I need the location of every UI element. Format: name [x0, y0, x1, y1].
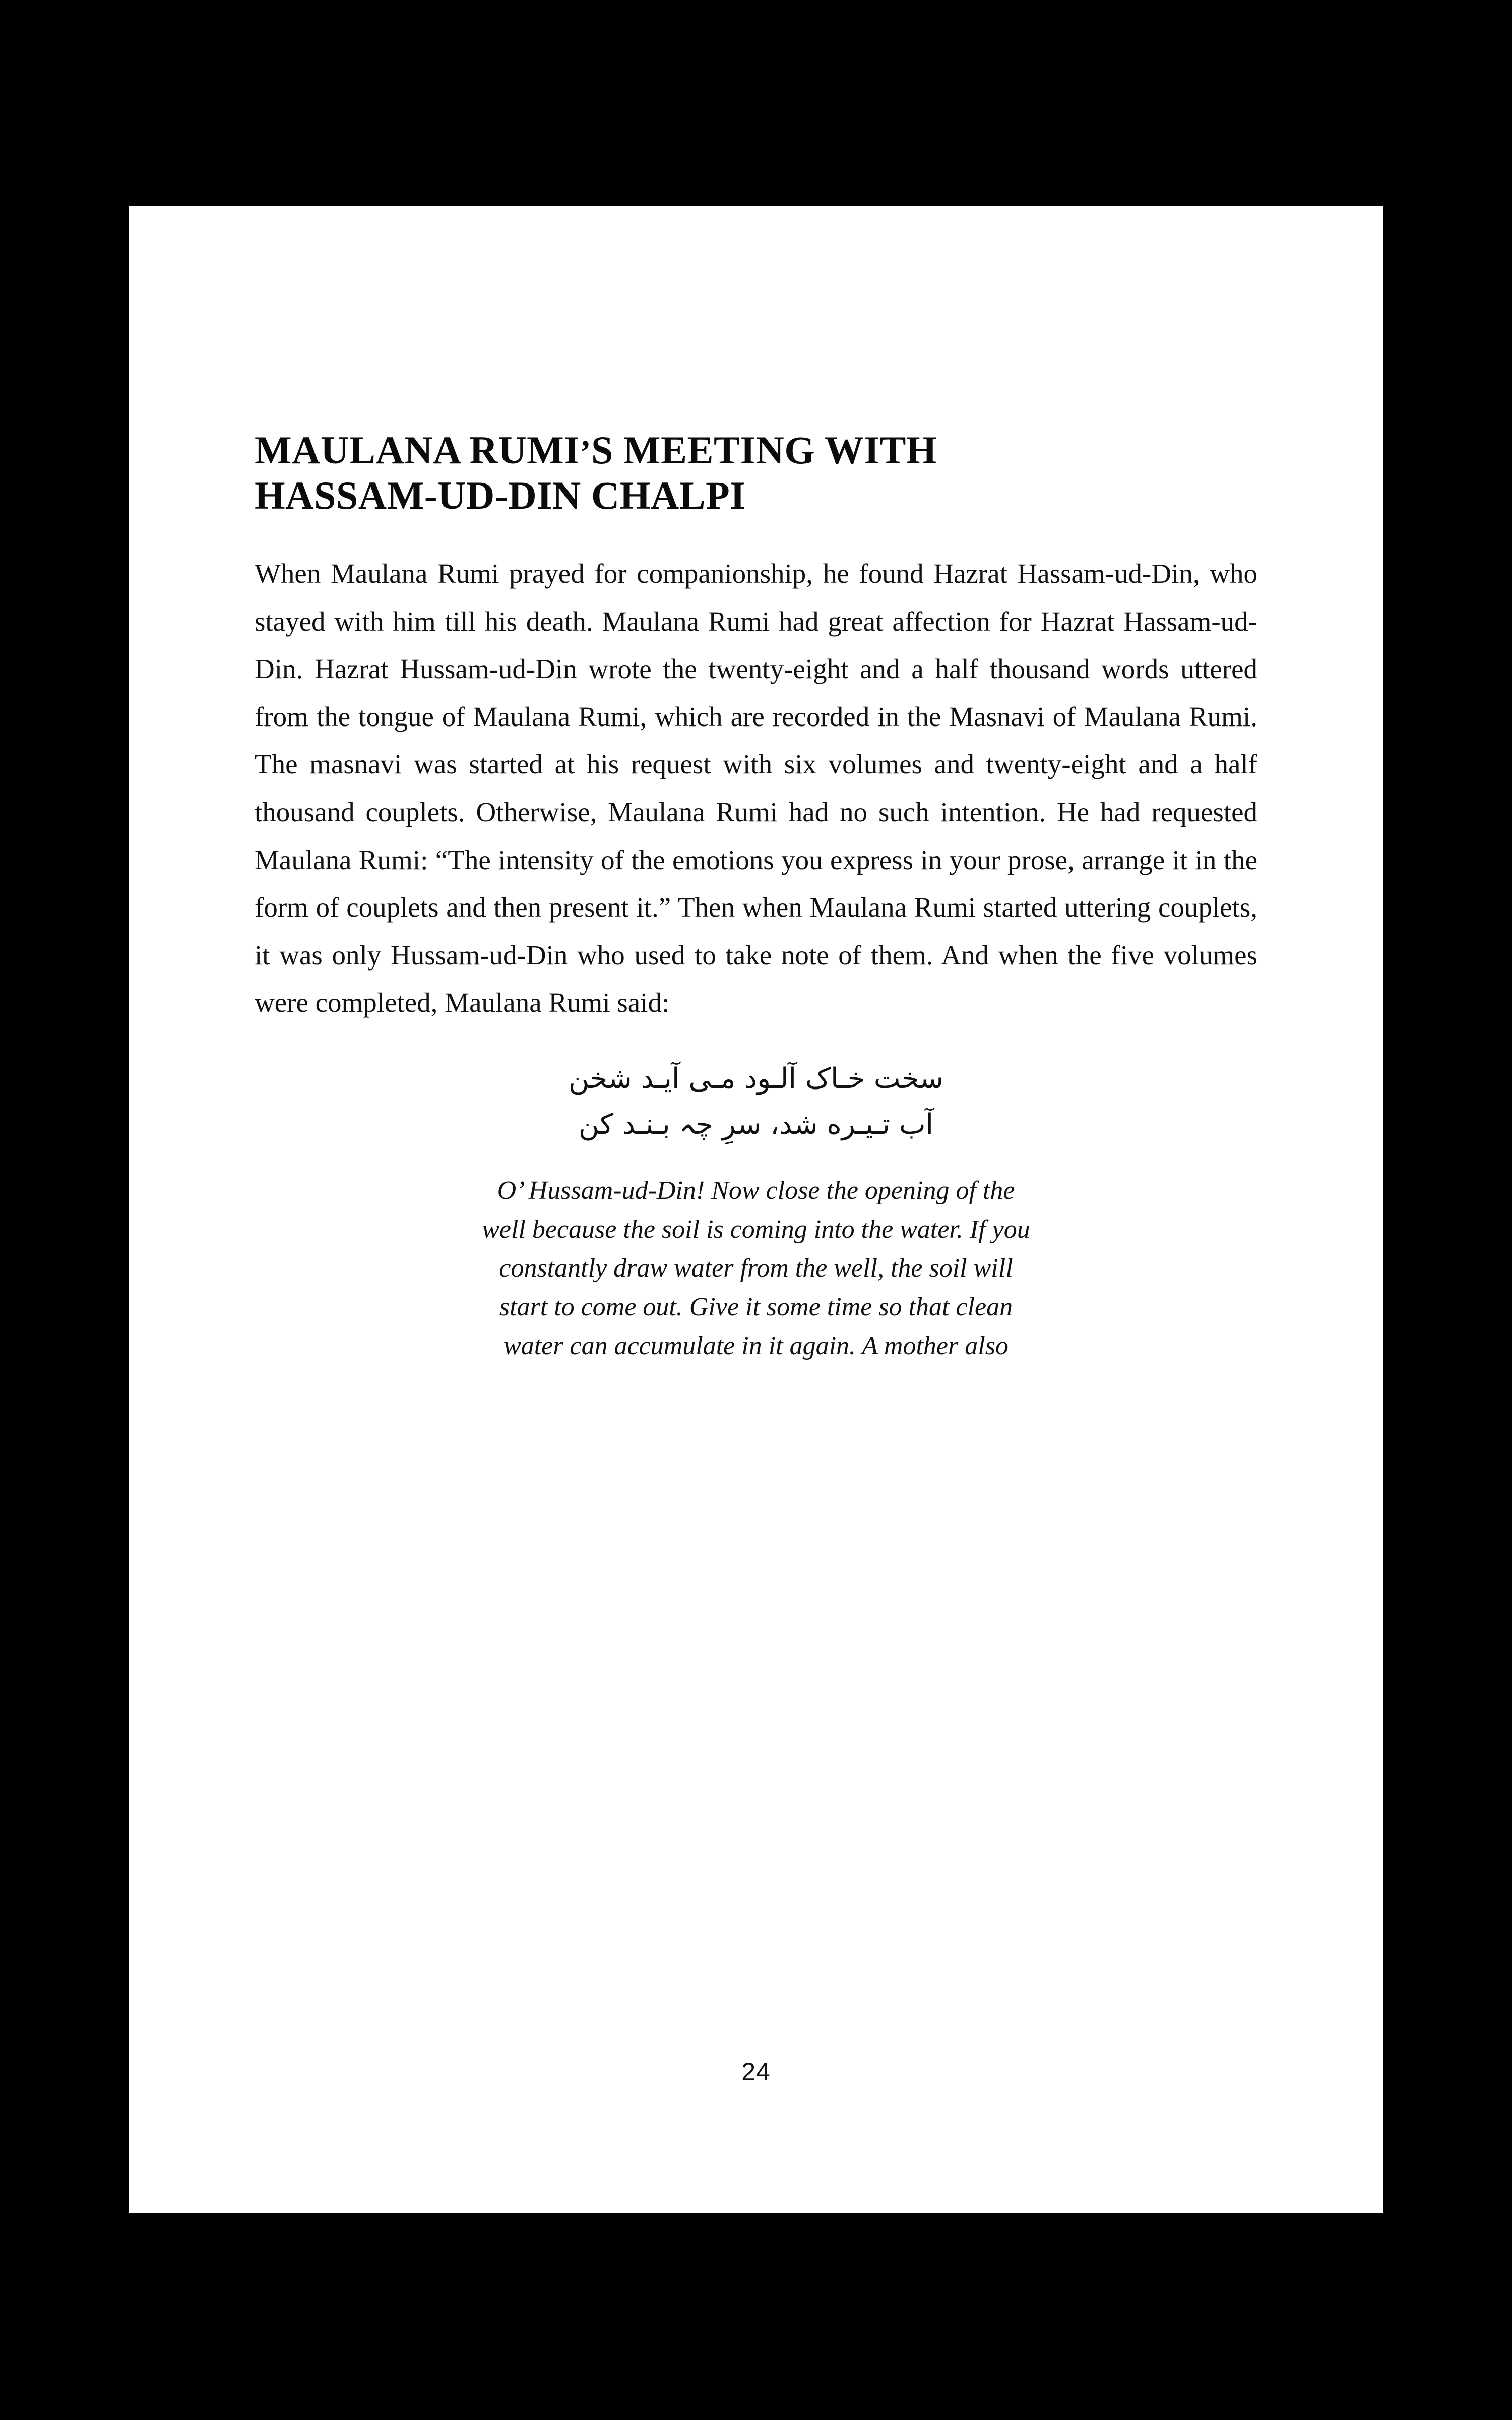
translation-line-4: start to come out. Give it some time so that clean — [499, 1293, 1013, 1322]
translation-line-5: water can accumulate in it again. A mother also — [503, 1332, 1009, 1361]
translation-line-2: well because the soil is coming into the water. If you — [482, 1215, 1030, 1244]
couplet-line-2: آب تـیـره شد، سرِ چہ بـنـد کن — [578, 1108, 934, 1141]
apostrophe-glyph: ’ — [580, 433, 591, 471]
couplet-line-1: سخت خـاک آلـود مـی آیـد شخن — [569, 1062, 943, 1095]
book-page-sheet — [129, 206, 1383, 2213]
chapter-title-line-2: HASSAM-UD-DIN CHALPI — [255, 473, 746, 518]
page-number: 24 — [741, 2058, 771, 2086]
translation-line-1: O’ Hussam-ud-Din! Now close the opening of the — [497, 1176, 1015, 1205]
chapter-title-line-1-part-b: S MEETING WITH — [591, 428, 937, 472]
page-content-column — [255, 428, 1257, 1366]
persian-couplet-block — [255, 1056, 1257, 1147]
chapter-title-line-1-part-a: MAULANA RUMI — [255, 428, 580, 472]
chapter-title-line-1 — [255, 428, 1257, 473]
translation-block — [428, 1172, 1084, 1366]
chapter-title — [255, 428, 1257, 519]
translation-line-3: constantly draw water from the well, the soil will — [499, 1254, 1013, 1283]
body-paragraph: When Maulana Rumi prayed for companionship, he found Hazrat Hassam-ud-Din, who stayed with him till his death. Maulana Rumi had great affection for Hazrat Hassam-ud-Din. Hazrat Hussam-ud-Din wrote the twenty-eight and a half thousand words uttered from the tongue of Maulana Rumi, which are recorded in the Masnavi of Maulana Rumi. The masnavi was started at his request with six volumes and twenty-eight and a half thousand couplets. Otherwise, Maulana Rumi had no such intention. He had requested Maulana Rumi: “The intensity of the emotions you express in your prose, arrange it in the form of couplets and then present it.” Then when Maulana Rumi started uttering couplets, it was only Hussam-ud-Din who used to take note of them. And when the five volumes were completed, Maulana Rumi said: — [255, 558, 1257, 1018]
